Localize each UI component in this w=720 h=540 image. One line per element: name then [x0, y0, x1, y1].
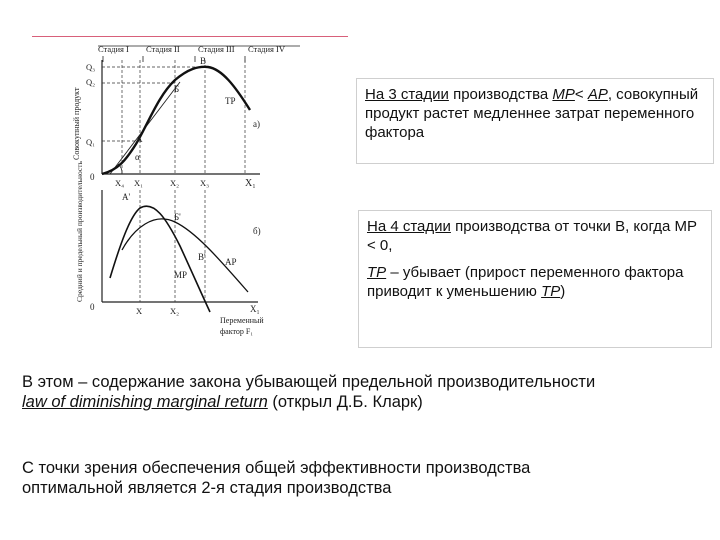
- top-origin: 0: [90, 172, 95, 182]
- bottom-origin: 0: [90, 302, 95, 312]
- stage-4-tp2: ТР: [541, 283, 561, 300]
- top-divider: [32, 36, 348, 37]
- law-line-2: [22, 392, 595, 412]
- point-b-prime: B': [198, 252, 206, 262]
- optimal-stage-statement: [22, 458, 530, 498]
- point-a: A: [136, 134, 143, 144]
- top-y-tick-q2: Q₂: [86, 77, 96, 87]
- stage-4-close: ): [560, 283, 566, 300]
- stage-2-label: Стадия II: [146, 44, 180, 54]
- law-english: law of diminishing marginal return: [22, 393, 268, 411]
- mp-label: MP: [174, 270, 188, 280]
- stage-4-tp: ТР: [367, 264, 387, 281]
- law-line-1: В этом – содержание закона убывающей предельной производительности: [22, 373, 596, 391]
- stage-3-mp: МР: [552, 86, 575, 103]
- tp-label: TP: [225, 96, 236, 106]
- stage-4-label: Стадия IV: [248, 44, 286, 54]
- optimal-line-2: оптимальной является 2-я стадия производства: [22, 479, 392, 497]
- bottom-graph-ylabel: Средний и предельный производительность: [75, 161, 84, 302]
- stage-3-ap: АР: [587, 86, 608, 103]
- stage-4-rest2: – убывает (прирост переменного фактора приводит к уменьшению: [367, 264, 684, 300]
- stage-4-tp-text: [367, 263, 703, 301]
- top-x-tick-x1-end: X₁: [245, 178, 256, 189]
- bottom-x-tick-x: X: [136, 306, 143, 316]
- bottom-xlabel-1: Переменный: [220, 316, 264, 325]
- point-be-prime: Б': [174, 212, 181, 222]
- point-b: B: [200, 56, 207, 66]
- alpha-label: α: [135, 152, 140, 162]
- bottom-x-tick-x2: X₂: [170, 306, 180, 316]
- top-x-tick-x4: X₄: [115, 178, 125, 188]
- bottom-xlabel-2: фактор F₁: [220, 327, 254, 336]
- stage-labels: [98, 44, 286, 54]
- production-stages-figure: [70, 40, 350, 340]
- top-y-tick-q1: Q₁: [86, 137, 96, 147]
- panel-b-label: б): [253, 226, 261, 236]
- ap-label: AP: [225, 257, 237, 267]
- stage-3-rest2: , совокупный продукт растет медленнее затрат переменного фактора: [365, 86, 699, 141]
- stage-4-text: [367, 217, 703, 255]
- stage-3-lt: <: [574, 86, 588, 103]
- point-be: Б: [174, 84, 180, 94]
- top-x-tick-x1: X₁: [134, 178, 144, 188]
- stage-3-rest1: производства: [448, 86, 553, 103]
- stage-4-rest1: производства от точки В, когда МР < 0,: [367, 218, 698, 254]
- panel-a-label: а): [253, 119, 260, 129]
- top-x-tick-x2: X₂: [170, 178, 180, 188]
- law-author: (открыл Д.Б. Кларк): [267, 393, 423, 411]
- mp-curve: [110, 206, 210, 312]
- top-y-tick-q3: Q₃: [86, 62, 96, 72]
- law-statement: [22, 372, 595, 412]
- top-x-tick-x3: X₃: [200, 178, 210, 188]
- stage-1-label: Стадия I: [98, 44, 129, 54]
- stage-4-title: На 4 стадии: [367, 218, 451, 235]
- stage-3-text: [365, 85, 705, 142]
- point-a-prime: A': [122, 192, 131, 202]
- stage-3-title: На 3 стадии: [365, 86, 449, 103]
- stage-4-box: [358, 210, 712, 348]
- optimal-line-1: С точки зрения обеспечения общей эффективности производства: [22, 459, 531, 477]
- stage-3-box: [356, 78, 714, 164]
- stage-3-label: Стадия III: [198, 44, 235, 54]
- bottom-x-tick-x1: X₁: [250, 304, 260, 314]
- top-graph-ylabel: Совокупный продукт: [72, 87, 81, 160]
- top-graph: [72, 56, 260, 189]
